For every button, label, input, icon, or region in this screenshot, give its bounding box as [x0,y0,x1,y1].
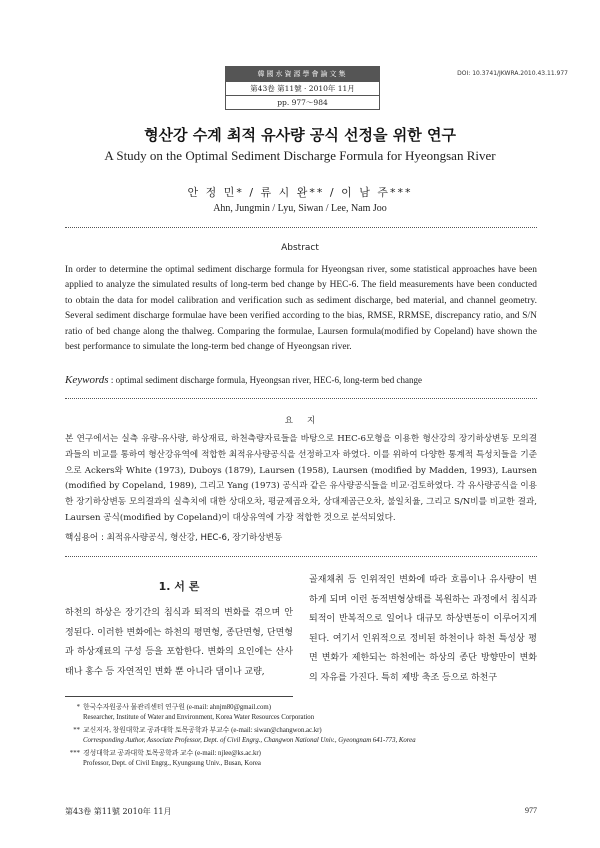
authors-english: Ahn, Jungmin / Lyu, Siwan / Lee, Nam Joo [213,203,387,214]
footnote [65,703,537,723]
footnote-english: Corresponding Author, Associate Professor, Dept. of Civil Engrg., Changwon National Univ., Gyeongnam 641-773, Korea [83,737,416,744]
footnote-mark: ** [73,727,80,734]
footnote-korean: 경성대학교 공과대학 토목공학과 교수 (e-mail: njlee@ks.ac.kr) [83,750,261,757]
korean-keywords: 핵심용어 : 최적유사량공식, 형산강, HEC-6, 장기하상변동 [65,533,283,543]
keywords-label: Keywords [65,374,109,386]
abstract-heading: Abstract [281,243,319,253]
divider [65,398,537,399]
abstract-text: In order to determine the optimal sediment discharge formula for Hyeongsan river, some statistical approaches have been applied to analyze the simulated results of long-term bed change by HEC-6. The field measurements have been conducted to obtain the data for model calibration and verification such as sediment discharge, bed material, and channel geometry. Several sediment discharge formulae have been verified according to the bias, RMSE, RRMSE, discrepancy ratio, and S/N ratio of bed change along the thalweg. Comparing the formulae, Laursen formula(modified by Copeland) have shown the best performance to simulate the long-term bed change of Hyeongsan river. [65,265,537,353]
keywords [65,374,537,386]
footnote-mark: * [76,704,80,711]
body-column-left: 하천의 하상은 장기간의 침식과 퇴적의 변화를 겪으며 안정된다. 이러한 변화에는 하천의 평면형, 종단면형, 단면형과 하상재료의 구성 등을 포함한다. 변화의 요인에는 산사태나 홍수 등 자연적인 변화 뿐 아니라 댐이나 교량, [65,608,293,677]
footnote-rule [65,696,293,697]
journal-pages: pp. 977～984 [226,95,379,109]
keywords-list: : optimal sediment discharge formula, Hyeongsan river, HEC-6, long-term bed change [108,375,422,385]
divider [65,556,537,557]
footnote-english: Researcher, Institute of Water and Environment, Korea Water Resources Corporation [83,714,315,721]
journal-name: 韓國水資源學會論文集 [226,67,379,81]
footnote-mark: *** [69,750,80,757]
footnote [65,726,537,746]
journal-info-box [225,66,380,110]
journal-volume: 第43卷 第11號 · 2010年 11月 [226,81,379,95]
footnote [65,749,537,769]
section-heading: 1. 서 론 [158,580,200,593]
footnote-english: Professor, Dept. of Civil Engrg., Kyungsung Univ., Busan, Korea [83,760,261,767]
korean-abstract-text: 본 연구에서는 실측 유량-유사량, 하상재료, 하천측량자료들을 바탕으로 HEC-6모형을 이용한 형산강의 장기하상변동 모의결과들의 비교를 통하여 형산강유역에 적합한 최적유사량공식을 선정하고자 하였다. 이를 위하여 다양한 통계적 특성치들을 기준으로 Ackers와 White (1973), Duboys (1879), Laursen (1958), Laursen (modified by Madden, 1993), Laursen (modified by Copeland, 1989), 그리고 Yang (1973) 공식과 같은 유사량공식들을 비교·검토하였다. 각 유사량공식을 이용한 장기하상변동 모의결과의 실측치에 대한 상대오차, 평균제곱오차, 상대제곱근오차, 불일치율, 그리고 S/N비를 비교한 결과, Laursen 공식(modified by Copeland)이 대상유역에 가장 적합한 것으로 분석되었다. [65,434,537,523]
divider [65,227,537,228]
body-column-right: 골재채취 등 인위적인 변화에 따라 흐름이나 유사량이 변하게 되며 이런 동적변형상태를 복원하는 과정에서 침식과 퇴적이 반복적으로 일어나 대규모 하상변동이 이루어지게 된다. 여기서 인위적으로 정비된 하천이나 하천 특성상 평면 변화가 제한되는 하천에는 하상의 종단 방향만이 변화의 자유를 가진다. 특히 제방 축조 등으로 하천구 [309,575,537,683]
page-number: 977 [525,806,537,815]
footnote-korean: 교신저자, 창원대학교 공과대학 토목공학과 부교수 (e-mail: siwan@changwon.ac.kr) [83,727,322,734]
authors-korean: 안 정 민* / 류 시 완** / 이 남 주*** [187,186,413,199]
footer-journal-issue: 第43卷 第11號 2010年 11月 [65,807,172,816]
title-english: A Study on the Optimal Sediment Discharge Formula for Hyeongsan River [104,148,496,163]
doi: DOI: 10.3741/JKWRA.2010.43.11.977 [457,70,568,77]
korean-abstract-heading: 요지 [284,416,330,426]
footnote-korean: 한국수자원공사 물관리센터 연구원 (e-mail: ahnjm80@gmail.com) [83,704,271,711]
title-korean: 형산강 수계 최적 유사량 공식 선정을 위한 연구 [144,126,456,144]
